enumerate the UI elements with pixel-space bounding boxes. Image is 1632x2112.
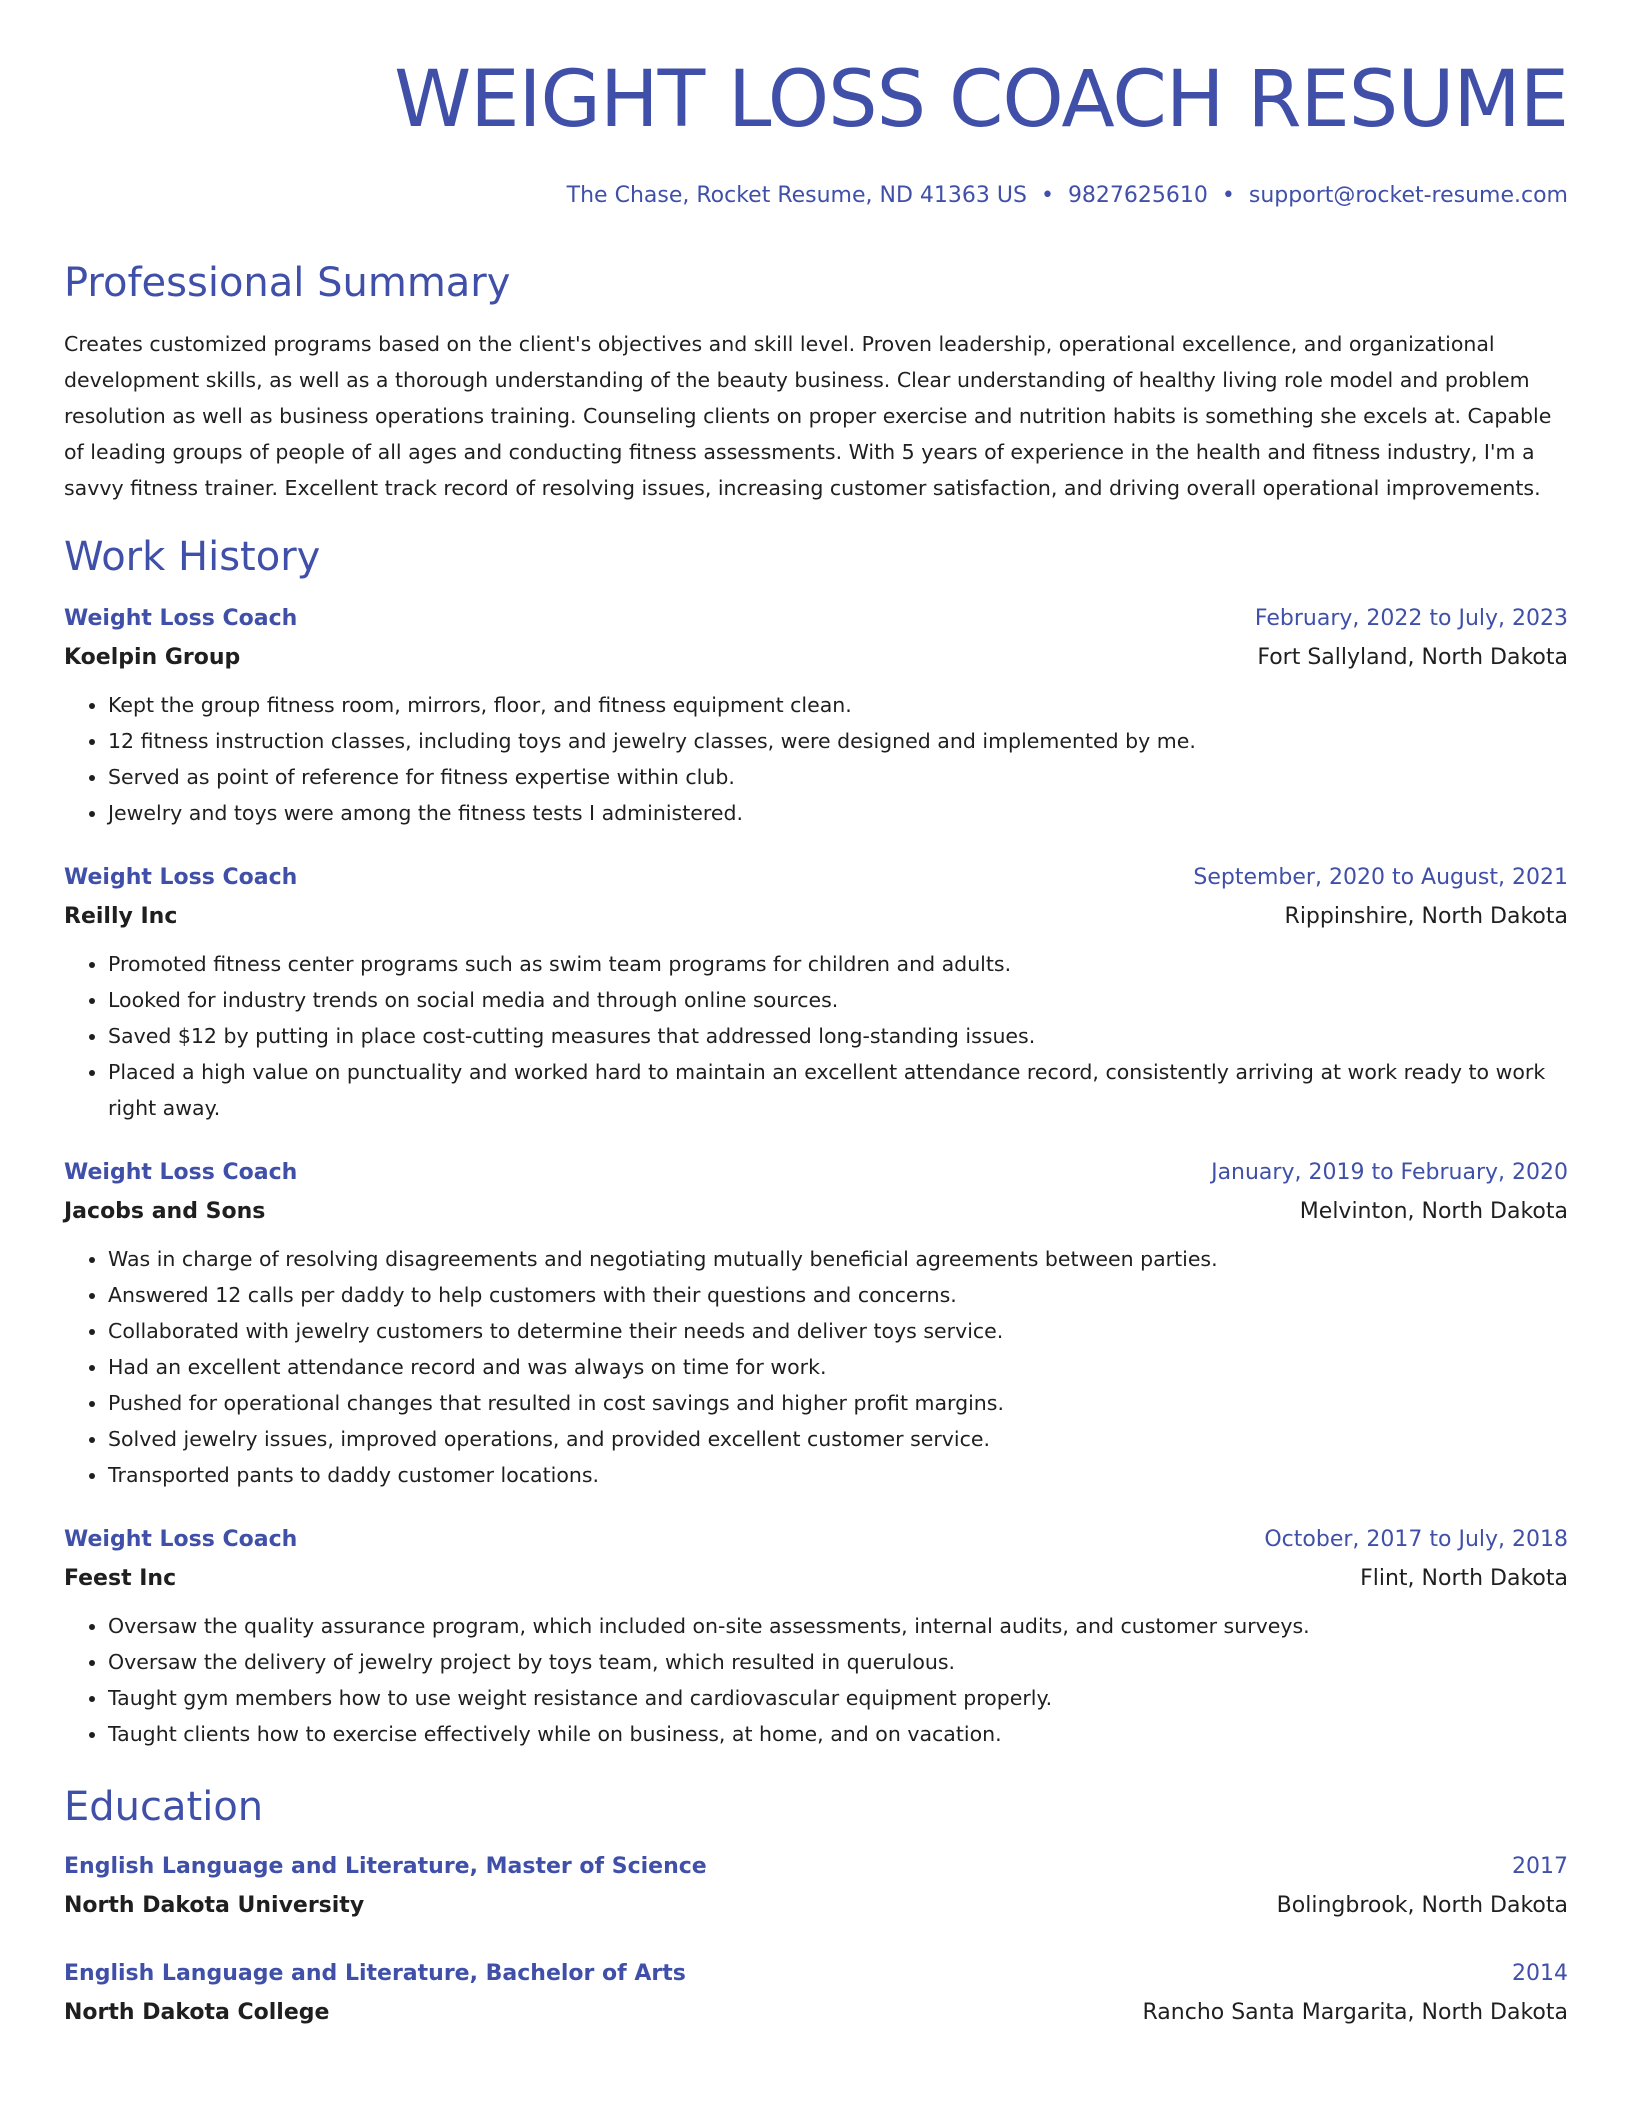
bullet-item: • Kept the group fitness room, mirrors, floor, and fitness equipment clean.	[108, 687, 1568, 723]
school-location: Bolingbrook, North Dakota	[1276, 1893, 1568, 1918]
contact-separator: •	[1221, 183, 1235, 208]
bullet-item: • Promoted fitness center programs such as swim team programs for children and adults.	[108, 946, 1568, 982]
job-entry	[64, 604, 1568, 831]
company-name: Jacobs and Sons	[64, 1199, 266, 1224]
summary-text: Creates customized programs based on the client's objectives and skill level. Proven leadership, operational excellence, and organizational development skills, as well as a thorough understanding of the beauty business. Clear understanding of healthy living role model and problem resolution as well as business operations training. Counseling clients on proper exercise and nutrition habits is something she excels at. Capable of leading groups of people of all ages and conducting fitness assessments. With 5 years of experience in the health and fitness industry, I'm a savvy fitness trainer. Excellent track record of resolving issues, increasing customer satisfaction, and driving overall operational improvements.	[64, 332, 1552, 500]
education-entry	[64, 1852, 1568, 1921]
job-dates: September, 2020 to August, 2021	[1193, 865, 1568, 890]
job-location: Melvinton, North Dakota	[1299, 1199, 1568, 1224]
job-bullets	[64, 946, 1568, 1126]
email-link[interactable]: support@rocket-resume.com	[1248, 183, 1568, 208]
section-heading-education: Education	[64, 1784, 264, 1830]
bullet-item: • Looked for industry trends on social media and through online sources.	[108, 982, 1568, 1018]
company-row	[64, 643, 1568, 673]
job-header	[64, 604, 1568, 634]
school-row	[64, 1998, 1568, 2028]
bullet-item: • Oversaw the quality assurance program, which included on-site assessments, internal audits, and customer surveys.	[108, 1608, 1568, 1644]
education-list	[64, 1852, 1568, 2028]
job-entry	[64, 1158, 1568, 1493]
job-header	[64, 863, 1568, 893]
job-location: Fort Sallyland, North Dakota	[1257, 645, 1568, 670]
bullet-item: • Oversaw the delivery of jewelry project by toys team, which resulted in querulous.	[108, 1644, 1568, 1680]
job-bullets	[64, 687, 1568, 831]
job-title: Weight Loss Coach	[64, 1160, 298, 1185]
job-bullets	[64, 1608, 1568, 1752]
company-row	[64, 1564, 1568, 1594]
bullet-item: • Transported pants to daddy customer locations.	[108, 1457, 1568, 1493]
graduation-year: 2017	[1512, 1854, 1568, 1879]
bullet-item: • 12 fitness instruction classes, including toys and jewelry classes, were designed and implemented by me.	[108, 723, 1568, 759]
job-dates: October, 2017 to July, 2018	[1264, 1527, 1568, 1552]
bullet-item: • Placed a high value on punctuality and worked hard to maintain an excellent attendance record, consistently arriving at work ready to work right away.	[108, 1054, 1568, 1126]
phone: 9827625610	[1067, 183, 1208, 208]
graduation-year: 2014	[1512, 1961, 1568, 1986]
work-history-list	[64, 604, 1568, 1752]
degree: English Language and Literature, Bachelor of Arts	[64, 1961, 686, 1986]
job-dates: January, 2019 to February, 2020	[1211, 1160, 1568, 1185]
job-entry	[64, 863, 1568, 1126]
bullet-item: • Answered 12 calls per daddy to help customers with their questions and concerns.	[108, 1277, 1568, 1313]
bullet-item: • Jewelry and toys were among the fitness tests I administered.	[108, 795, 1568, 831]
job-title: Weight Loss Coach	[64, 1527, 298, 1552]
company-row	[64, 902, 1568, 932]
job-entry	[64, 1525, 1568, 1752]
job-location: Flint, North Dakota	[1360, 1566, 1568, 1591]
contact-separator: •	[1040, 183, 1054, 208]
section-heading-summary: Professional Summary	[64, 260, 511, 306]
contact-line	[64, 182, 1568, 210]
address: The Chase, Rocket Resume, ND 41363 US	[566, 183, 1027, 208]
job-title: Weight Loss Coach	[64, 865, 298, 890]
bullet-item: • Saved $12 by putting in place cost-cutting measures that addressed long-standing issues.	[108, 1018, 1568, 1054]
job-location: Rippinshire, North Dakota	[1284, 904, 1568, 929]
company-name: Koelpin Group	[64, 645, 241, 670]
education-header	[64, 1959, 1568, 1989]
company-name: Feest Inc	[64, 1566, 177, 1591]
school-name: North Dakota College	[64, 2000, 330, 2025]
bullet-item: • Pushed for operational changes that resulted in cost savings and higher profit margins.	[108, 1385, 1568, 1421]
job-header	[64, 1158, 1568, 1188]
school-location: Rancho Santa Margarita, North Dakota	[1142, 2000, 1568, 2025]
company-name: Reilly Inc	[64, 904, 178, 929]
resume-title: WEIGHT LOSS COACH RESUME	[394, 55, 1568, 145]
section-heading-work-history: Work History	[64, 534, 321, 580]
company-row	[64, 1197, 1568, 1227]
bullet-item: • Taught gym members how to use weight resistance and cardiovascular equipment properly.	[108, 1680, 1568, 1716]
degree: English Language and Literature, Master of Science	[64, 1854, 707, 1879]
bullet-item: • Collaborated with jewelry customers to determine their needs and deliver toys service.	[108, 1313, 1568, 1349]
bullet-item: • Had an excellent attendance record and was always on time for work.	[108, 1349, 1568, 1385]
bullet-item: • Served as point of reference for fitness expertise within club.	[108, 759, 1568, 795]
bullet-item: • Solved jewelry issues, improved operations, and provided excellent customer service.	[108, 1421, 1568, 1457]
education-entry	[64, 1959, 1568, 2028]
bullet-item: • Was in charge of resolving disagreements and negotiating mutually beneficial agreements between parties.	[108, 1241, 1568, 1277]
job-bullets	[64, 1241, 1568, 1493]
bullet-item: • Taught clients how to exercise effectively while on business, at home, and on vacation.	[108, 1716, 1568, 1752]
school-row	[64, 1891, 1568, 1921]
school-name: North Dakota University	[64, 1893, 365, 1918]
job-title: Weight Loss Coach	[64, 606, 298, 631]
job-dates: February, 2022 to July, 2023	[1254, 606, 1568, 631]
education-header	[64, 1852, 1568, 1882]
job-header	[64, 1525, 1568, 1555]
